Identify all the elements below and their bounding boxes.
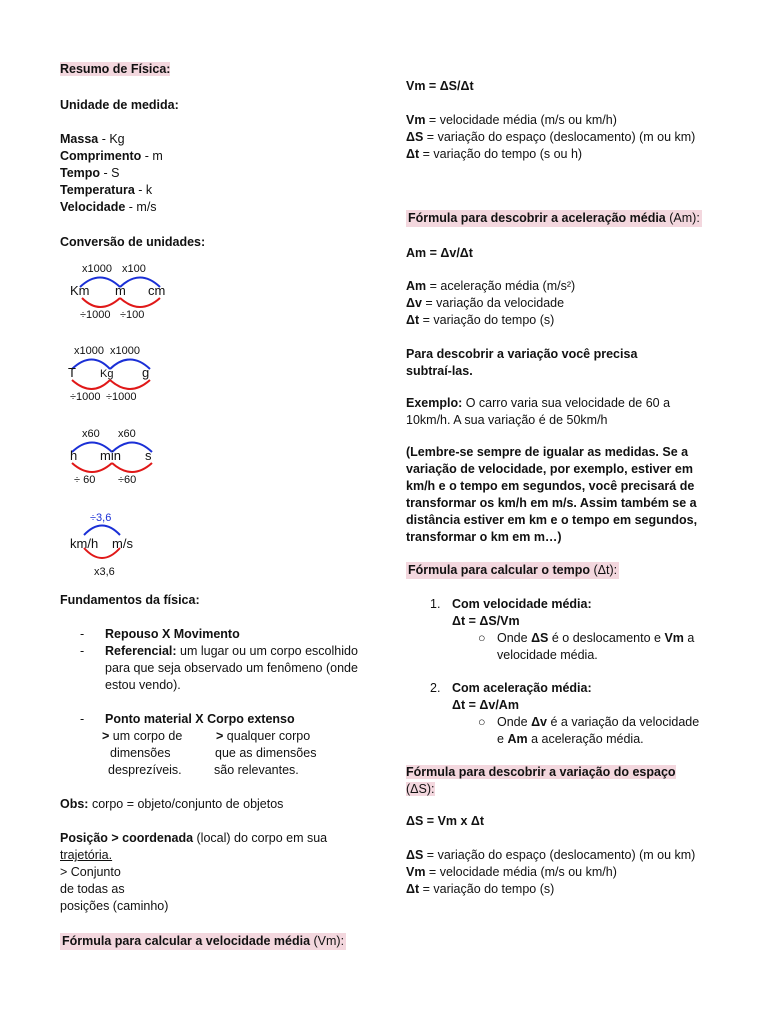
unit-row: Tempo - S (60, 166, 120, 180)
divisor-label: ÷1000 (106, 391, 137, 403)
fundamentals-heading: Fundamentos da física: (60, 593, 200, 607)
trajectory-desc: posições (caminho) (60, 899, 169, 913)
time-heading: Fórmula para calcular o tempo (Δt): (408, 563, 618, 577)
vm-heading: Fórmula para calcular a velocidade média (Vm): (62, 934, 345, 948)
definition-row: Vm = velocidade média (m/s ou km/h) (406, 113, 617, 127)
list-item-title: Com aceleração média: (452, 681, 592, 695)
extended-body-desc: são relevantes. (214, 763, 299, 777)
trajectory-word: trajetória. (60, 848, 113, 862)
definition-row: ΔS = variação do espaço (deslocamento) (m ou km) (406, 848, 696, 862)
vm-formula: Vm = ΔS/Δt (406, 79, 474, 93)
space-heading: Fórmula para descobrir a variação do espaço (406, 765, 676, 779)
unit-label: m/s (112, 536, 133, 551)
list-item: estou vendo). (105, 678, 181, 692)
conversion-diagram-speed (68, 508, 178, 580)
list-item: - (80, 644, 85, 658)
conversion-heading: Conversão de unidades: (60, 235, 206, 249)
example-line: 10km/h. A sua variação é de 50km/h (406, 413, 608, 427)
definition-row: ΔS = variação do espaço (deslocamento) (m ou km) (406, 130, 696, 144)
trajectory-desc: > Conjunto (60, 865, 121, 879)
example-line: Exemplo: O carro varia sua velocidade de 60 a (406, 396, 671, 410)
point-material-desc: dimensões (110, 746, 171, 760)
list-item-formula: Δt = Δv/Am (452, 698, 519, 712)
reminder-note: transformar o km em m…) (406, 530, 562, 544)
unit-row: Velocidade - m/s (60, 200, 157, 214)
reminder-note: distância estiver em km e o tempo em segundos, (406, 513, 698, 527)
point-material-desc: desprezíveis. (108, 763, 182, 777)
list-item: Referencial: um lugar ou um corpo escolhido (105, 644, 358, 658)
summary-title: Resumo de Física: (60, 62, 171, 76)
unit-label: g (142, 365, 150, 380)
unit-row: Comprimento - m (60, 149, 163, 163)
reminder-note: transformar os km/h em m/s. Assim também se a (406, 496, 697, 510)
unit-row: Temperatura - k (60, 183, 153, 197)
conversion-diagram-time (68, 425, 178, 490)
list-item: - (80, 712, 85, 726)
divisor-label: ÷100 (120, 309, 145, 321)
extended-body-desc: que as dimensões (215, 746, 317, 760)
variation-note: subtraí-las. (406, 364, 473, 378)
space-formula: ΔS = Vm x Δt (406, 814, 485, 828)
unit-row: Massa - Kg (60, 132, 125, 146)
unit-label: min (100, 448, 121, 463)
definition-row: Vm = velocidade média (m/s ou km/h) (406, 865, 617, 879)
unit-label: T (68, 365, 76, 380)
sub-bullet-icon: ○ (478, 631, 486, 645)
sub-item: Onde Δv é a variação da velocidade (497, 715, 700, 729)
sub-bullet-icon: ○ (478, 715, 486, 729)
sub-item: e Am a aceleração média. (497, 732, 644, 746)
point-material-desc: > um corpo de (102, 729, 183, 743)
multiplier-label: x100 (122, 263, 146, 275)
multiplier-label: x60 (118, 428, 136, 440)
definition-row: Δv = variação da velocidade (406, 296, 565, 310)
list-number: 2. (430, 681, 441, 695)
obs-line: Obs: corpo = objeto/conjunto de objetos (60, 797, 284, 811)
definition-row: Δt = variação do tempo (s) (406, 313, 555, 327)
trajectory-desc: de todas as (60, 882, 125, 896)
list-item: para que seja observado um fenômeno (onde (105, 661, 358, 675)
unit-label: s (145, 448, 152, 463)
units-heading: Unidade de medida: (60, 98, 179, 112)
unit-label: Kg (100, 368, 114, 380)
unit-label: cm (148, 283, 166, 298)
divisor-label: ÷60 (118, 474, 137, 486)
reminder-note: km/h e o tempo em segundos, você precisará de (406, 479, 695, 493)
divisor-label: ÷1000 (70, 391, 101, 403)
divisor-label: ÷ 60 (74, 474, 96, 486)
list-item-formula: Δt = ΔS/Vm (452, 614, 520, 628)
variation-note: Para descobrir a variação você precisa (406, 347, 638, 361)
multiplier-label: x3,6 (94, 566, 115, 578)
multiplier-label: x1000 (74, 345, 104, 357)
reminder-note: variação de velocidade, por exemplo, estiver em (406, 462, 693, 476)
unit-label: Km (70, 283, 90, 298)
unit-label: h (70, 448, 78, 463)
list-item: Repouso X Movimento (105, 627, 240, 641)
list-number: 1. (430, 597, 441, 611)
divisor-label: ÷3,6 (90, 512, 112, 524)
extended-body-desc: > qualquer corpo (216, 729, 311, 743)
unit-label: km/h (70, 536, 99, 551)
conversion-diagram-mass (62, 342, 172, 407)
sub-item: velocidade média. (497, 648, 598, 662)
am-heading: Fórmula para descobrir a aceleração média (Am): (408, 211, 700, 225)
multiplier-label: x1000 (82, 263, 112, 275)
definition-row: Δt = variação do tempo (s) (406, 882, 555, 896)
definition-row: Δt = variação do tempo (s ou h) (406, 147, 583, 161)
list-item-title: Com velocidade média: (452, 597, 592, 611)
conversion-diagram-length (68, 260, 178, 325)
position-line: Posição > coordenada (local) do corpo em sua (60, 831, 328, 845)
space-heading: (ΔS): (406, 782, 435, 796)
multiplier-label: x60 (82, 428, 100, 440)
list-item: Ponto material X Corpo extenso (105, 712, 295, 726)
reminder-note: (Lembre-se sempre de igualar as medidas. Se a (406, 445, 689, 459)
definition-row: Am = aceleração média (m/s²) (406, 279, 576, 293)
divisor-label: ÷1000 (80, 309, 111, 321)
am-formula: Am = Δv/Δt (406, 246, 473, 260)
multiplier-label: x1000 (110, 345, 140, 357)
unit-label: m (115, 283, 126, 298)
list-item: - (80, 627, 85, 641)
sub-item: Onde ΔS é o deslocamento e Vm a (497, 631, 695, 645)
